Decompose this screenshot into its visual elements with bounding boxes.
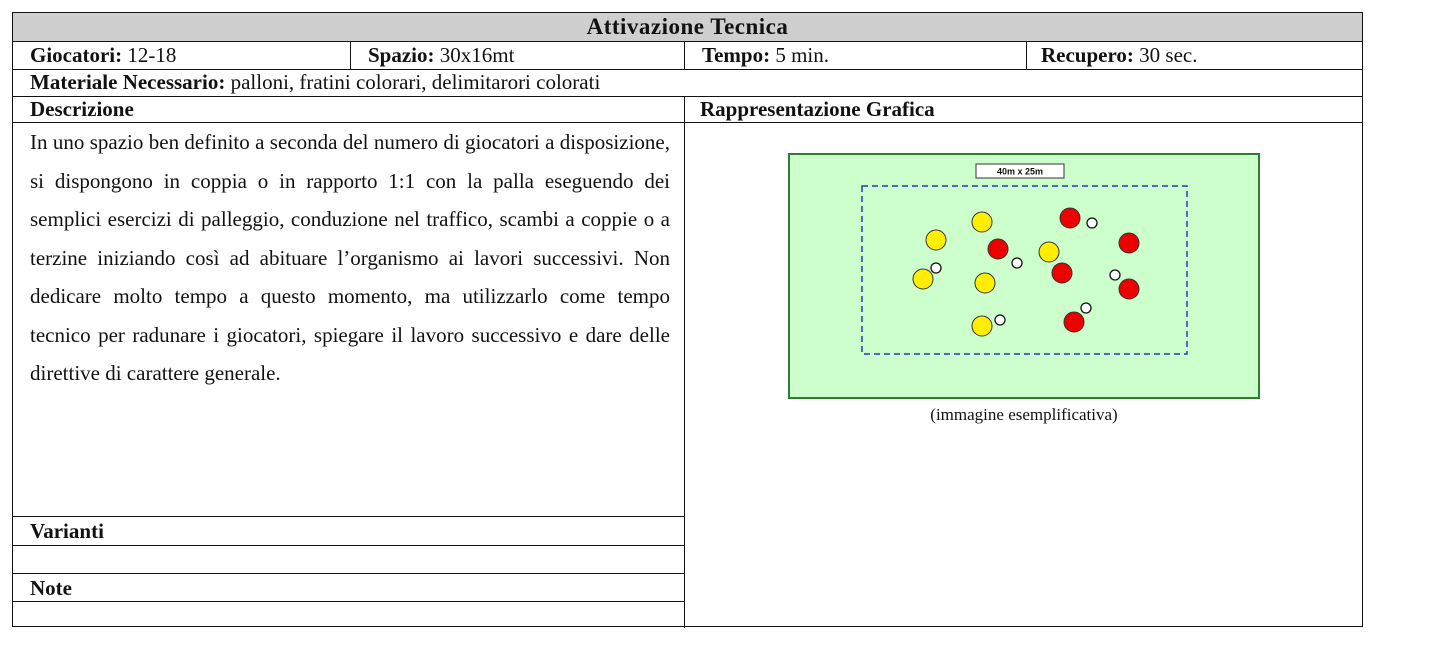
- spazio-value: 30x16mt: [439, 43, 515, 67]
- recupero-label: Recupero:: [1041, 43, 1134, 67]
- note-heading: Note: [30, 576, 72, 600]
- field-svg: [790, 155, 1258, 397]
- column-divider: [684, 122, 685, 628]
- field-diagram: [788, 153, 1260, 399]
- player-red-icon: [1064, 312, 1084, 332]
- player-red-icon: [1060, 208, 1080, 228]
- rappresentazione-heading: Rappresentazione Grafica: [700, 97, 935, 121]
- player-yellow-icon: [913, 269, 933, 289]
- player-yellow-icon: [975, 273, 995, 293]
- descrizione-heading: Descrizione: [13, 96, 685, 122]
- materiale-cell: [13, 69, 1362, 96]
- ball-icon: [995, 315, 1005, 325]
- player-yellow-icon: [972, 212, 992, 232]
- materiale-value: palloni, fratini colorari, delimitarori colorati: [230, 70, 601, 94]
- field-size-label: 40m x 25m: [996, 166, 1044, 177]
- spazio-label: Spazio:: [368, 43, 435, 67]
- player-yellow-icon: [926, 230, 946, 250]
- ball-icon: [1012, 258, 1022, 268]
- info-row: [13, 41, 1362, 70]
- note-top-rule: [13, 573, 685, 574]
- giocatori-label: Giocatori:: [30, 43, 123, 67]
- ball-icon: [1110, 270, 1120, 280]
- exercise-card: [12, 12, 1363, 627]
- tempo-value: 5 min.: [775, 43, 829, 67]
- descrizione-text: In uno spazio ben definito a seconda del numero di giocatori a disposizione, si dispongono in coppia o in rapporto 1:1 con la palla eseguendo dei semplici esercizi di palleggio, conduzione nel traffico, scambi a coppie o a terzine iniziando così ad abituare l’organismo ai lavori successivi. Non dedicare molto tempo a questo momento, ma utilizzarlo come tempo tecnico per radunare i giocatori, spiegare il lavoro successivo e dare delle direttive di carattere generale.: [30, 130, 670, 385]
- player-red-icon: [1052, 263, 1072, 283]
- yellow-team: [913, 212, 1059, 336]
- varianti-heading-rule: [13, 545, 685, 546]
- materiale-label: Materiale Necessario:: [30, 70, 226, 94]
- player-yellow-icon: [1039, 242, 1059, 262]
- ball-icon: [1087, 218, 1097, 228]
- giocatori-value: 12-18: [127, 43, 177, 67]
- varianti-top-rule: [13, 516, 685, 517]
- play-zone: [862, 186, 1187, 354]
- tempo-label: Tempo:: [702, 43, 771, 67]
- ball-icon: [931, 263, 941, 273]
- varianti-heading: Varianti: [30, 519, 104, 543]
- recupero-cell: [1027, 41, 1364, 69]
- ball-icon: [1081, 303, 1091, 313]
- materiale-row: [13, 69, 1362, 97]
- player-red-icon: [1119, 279, 1139, 299]
- recupero-value: 30 sec.: [1139, 43, 1198, 67]
- diagram-caption: (immagine esemplificativa): [930, 405, 1118, 424]
- player-red-icon: [988, 239, 1008, 259]
- balls: [931, 218, 1120, 325]
- spazio-cell: [351, 41, 685, 69]
- section-header-row: [13, 96, 1362, 123]
- tempo-cell: [685, 41, 1027, 69]
- player-red-icon: [1119, 233, 1139, 253]
- player-yellow-icon: [972, 316, 992, 336]
- note-heading-rule: [13, 601, 685, 602]
- giocatori-cell: [13, 41, 351, 69]
- card-title: Attivazione Tecnica: [13, 13, 1362, 42]
